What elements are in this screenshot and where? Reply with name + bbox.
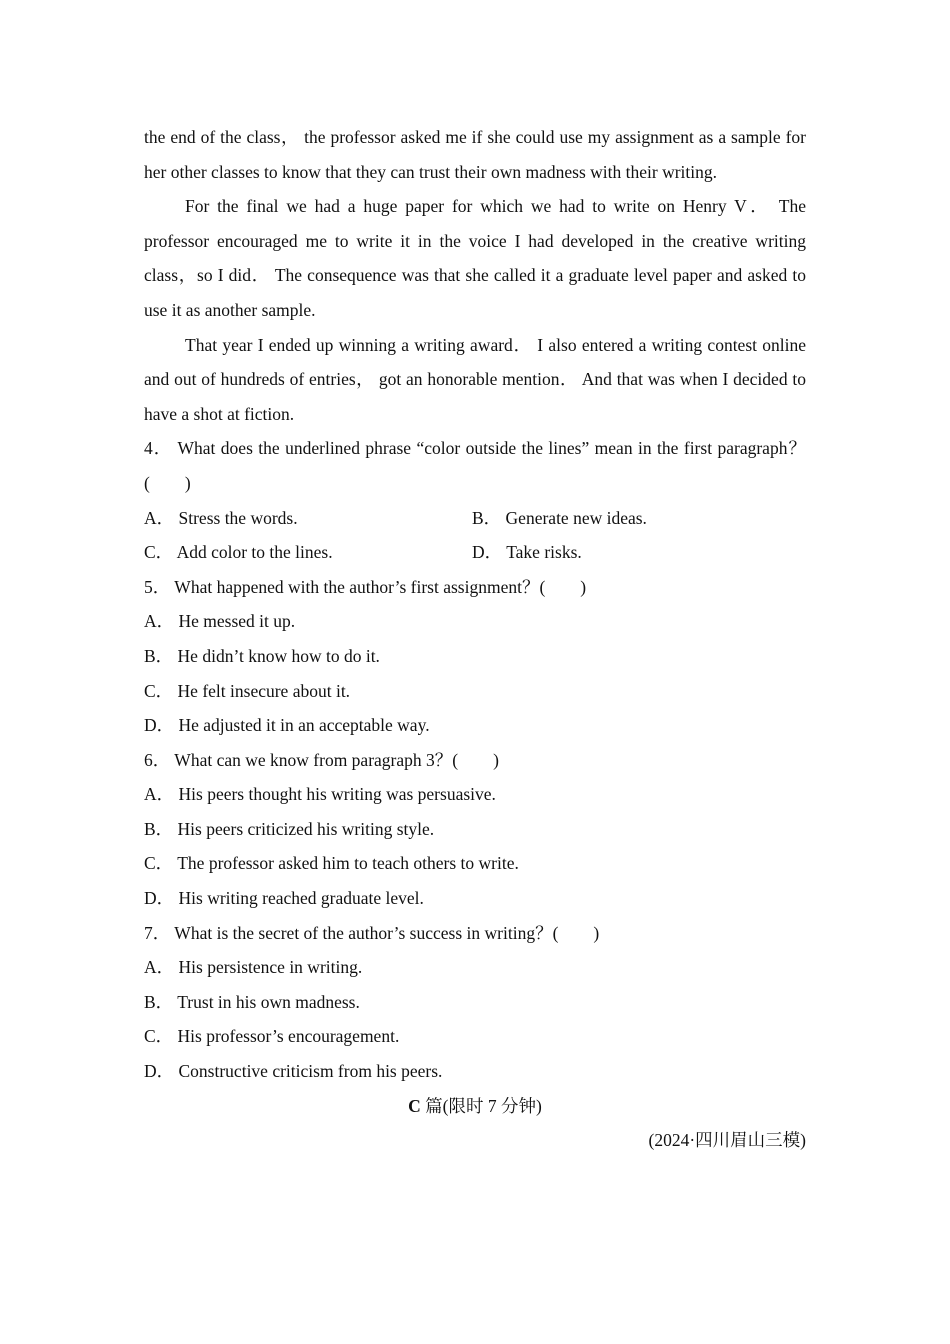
document-page [144,120,806,1158]
question-stem: 7． What is the secret of the author’s success in writing？( ) [144,922,600,943]
option-row [144,535,806,570]
question-stem: 6． What can we know from paragraph 3？( ) [144,749,499,770]
option-c: C． He felt insecure about it. [144,680,351,701]
option-a: A． His persistence in writing. [144,957,363,978]
option-b: B． His peers criticized his writing style. [144,818,435,839]
question-stem: 5． What happened with the author’s first assignment？( ) [144,576,587,597]
question-6 [144,743,806,916]
option-c: C． Add color to the lines. [144,542,333,563]
passage-paragraph-2: For the final we had a huge paper for which we had to write on Henry V． The professor encouraged me to write it in the voice I had developed in the creative writing class，so I did． The consequence was that she called it a graduate level paper and asked to use it as another sample. [144,196,806,320]
option-b: B． Generate new ideas. [472,507,647,528]
section-heading [144,1089,806,1124]
question-7 [144,916,806,1089]
option-b: B． Trust in his own madness. [144,991,360,1012]
option-a: A． His peers thought his writing was persuasive. [144,784,496,805]
question-stem: 4． What does the underlined phrase “color outside the lines” mean in the first paragraph？( ) [144,438,806,493]
option-row [144,501,806,536]
option-c: C． His professor’s encouragement. [144,1026,400,1047]
question-5 [144,570,806,743]
option-b: B． He didn’t know how to do it. [144,645,380,666]
question-4 [144,431,806,569]
option-d: D． His writing reached graduate level. [144,888,424,909]
option-d: D． He adjusted it in an acceptable way. [144,715,430,736]
section-title-text: 篇(限时 7 分钟) [420,1095,542,1116]
option-a: A． He messed it up. [144,611,296,632]
option-d: D． Take risks. [472,542,582,563]
option-c: C． The professor asked him to teach others to write. [144,853,519,874]
passage-paragraph-3: That year I ended up winning a writing award． I also entered a writing contest online and out of hundreds of entries， got an honorable mention． And that was when I decided to have a shot at fiction. [144,334,806,424]
source-citation: (2024·四川眉山三模) [648,1130,806,1151]
section-letter: C [408,1095,421,1116]
option-a: A． Stress the words. [144,507,298,528]
option-d: D． Constructive criticism from his peers. [144,1061,443,1082]
passage-paragraph-1: the end of the class， the professor asked me if she could use my assignment as a sample for her other classes to know that they can trust their own madness with their writing. [144,127,806,182]
